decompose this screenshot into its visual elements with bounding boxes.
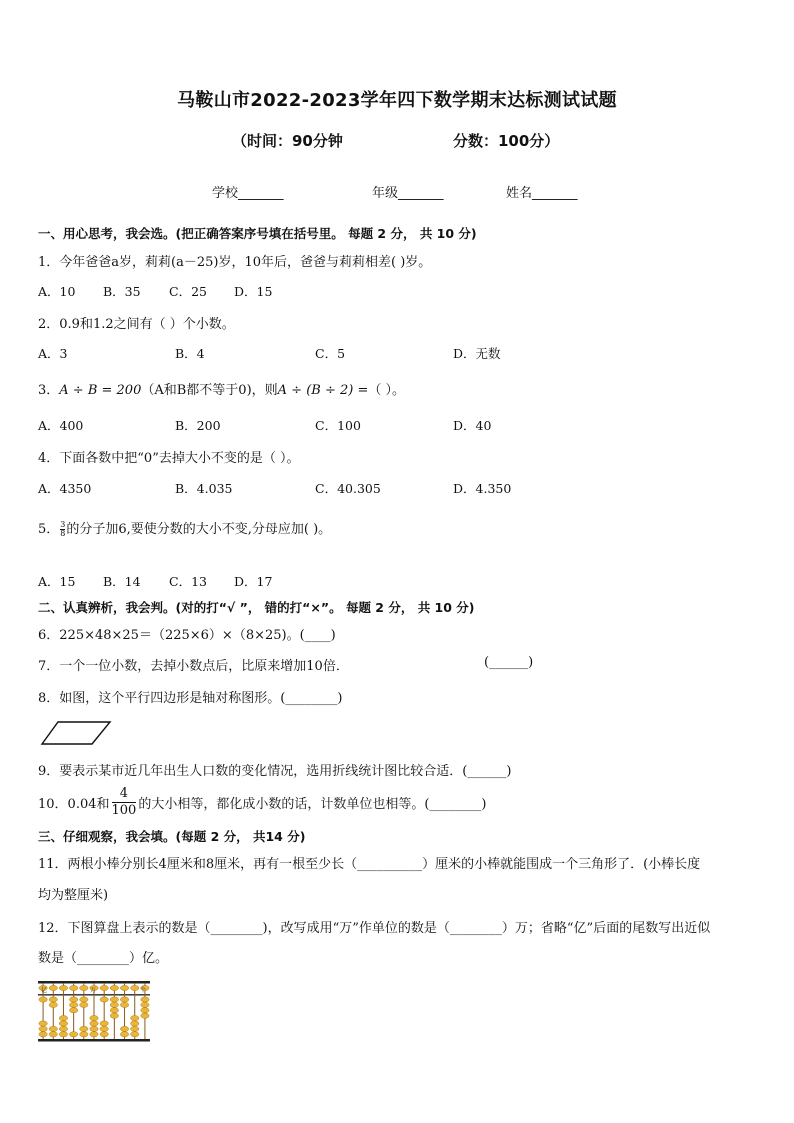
- exam-score: 分数：100分）: [453, 132, 560, 150]
- abacus-lower-bead: [39, 997, 47, 1002]
- q3-number: 3．: [38, 383, 60, 398]
- abacus-lower-bead: [131, 1021, 139, 1026]
- abacus-lower-bead: [39, 1021, 47, 1026]
- question-1-stem: 1．今年爸爸a岁，莉莉(a－25)岁，10年后，爸爸与莉莉相差( )岁。: [38, 255, 432, 270]
- abacus-label-ge: 个: [140, 987, 147, 994]
- abacus-label-yi: 亿: [41, 987, 48, 994]
- q5-option-d: D．17: [234, 574, 273, 589]
- q2-option-d: D．无数: [453, 346, 501, 361]
- abacus-upper-bead: [110, 985, 118, 990]
- q10-fraction-numerator: 4: [112, 786, 137, 803]
- name-field: 姓名_______: [506, 186, 578, 201]
- abacus-lower-bead: [90, 1021, 98, 1026]
- abacus-lower-bead: [69, 1008, 77, 1013]
- abacus-lower-bead: [69, 1032, 77, 1037]
- abacus-lower-bead: [100, 997, 108, 1002]
- abacus-lower-bead: [110, 1002, 118, 1007]
- abacus-lower-bead: [59, 1021, 67, 1026]
- abacus-upper-bead: [59, 985, 67, 990]
- q4-option-b: B．4.035: [175, 481, 233, 496]
- q4-option-a: A．4350: [38, 481, 92, 496]
- abacus-lower-bead: [141, 997, 149, 1002]
- q2-option-a: A．3: [38, 346, 68, 361]
- abacus-lower-bead: [110, 1008, 118, 1013]
- q3-option-b: B．200: [175, 418, 221, 433]
- abacus-lower-bead: [131, 1032, 139, 1037]
- abacus-lower-bead: [69, 997, 77, 1002]
- abacus-lower-bead: [39, 1026, 47, 1031]
- abacus-lower-bead: [131, 1026, 139, 1031]
- abacus-lower-bead: [141, 1013, 149, 1018]
- parallelogram-figure: [40, 720, 112, 746]
- q3-middle: （A和B都不等于0)，则: [141, 383, 278, 398]
- abacus-lower-bead: [141, 1008, 149, 1013]
- abacus-upper-bead: [100, 985, 108, 990]
- abacus-lower-bead: [90, 1032, 98, 1037]
- abacus-lower-bead: [80, 1032, 88, 1037]
- question-11-line-2: 均为整厘米): [38, 888, 109, 903]
- school-field: 学校_______: [212, 186, 284, 201]
- abacus-lower-bead: [100, 1021, 108, 1026]
- abacus-lower-bead: [120, 1032, 128, 1037]
- q10-fraction-denominator: 100: [111, 803, 137, 818]
- q3-option-c: C．100: [315, 418, 361, 433]
- abacus-lower-bead: [49, 997, 57, 1002]
- abacus-lower-bead: [69, 1002, 77, 1007]
- abacus-lower-bead: [49, 1032, 57, 1037]
- abacus-figure: [38, 980, 150, 1044]
- section-1-heading: 一、用心思考，我会选。(把正确答案序号填在括号里。 每题 2 分， 共 10 分): [38, 226, 477, 241]
- q1-option-c: C．25: [169, 284, 207, 299]
- abacus-upper-bead: [49, 985, 57, 990]
- q3-tail: （ ）。: [368, 383, 405, 398]
- q3-expression-1: A ÷ B = 200: [59, 383, 142, 398]
- question-12-line-1: 12．下图算盘上表示的数是（________)，改写成用“万”作单位的数是（________）万；省略“亿”后面的尾数写出近似: [38, 921, 711, 936]
- q10-prefix: 10．0.04和: [38, 797, 110, 812]
- q3-expression-2: A ÷ (B ÷ 2) =: [277, 383, 369, 398]
- q1-option-d: D．15: [234, 284, 273, 299]
- abacus-upper-bead: [80, 985, 88, 990]
- question-5-stem: [38, 518, 331, 538]
- q4-option-c: C．40.305: [315, 481, 381, 496]
- abacus-lower-bead: [90, 1026, 98, 1031]
- abacus-lower-bead: [100, 1032, 108, 1037]
- abacus-label-wan: 万: [90, 987, 97, 994]
- grade-field: 年级_______: [372, 186, 444, 201]
- abacus-upper-bead: [69, 985, 77, 990]
- question-6-stem: 6．225×48×25＝（225×6）×（8×25)。(____): [38, 628, 336, 643]
- question-2-stem: 2．0.9和1.2之间有（ ）个小数。: [38, 317, 235, 332]
- abacus-lower-bead: [59, 1016, 67, 1021]
- abacus-lower-bead: [120, 1026, 128, 1031]
- question-8-stem: 8．如图，这个平行四边形是轴对称图形。(________): [38, 691, 343, 706]
- abacus-lower-bead: [59, 1026, 67, 1031]
- question-10-stem: [38, 786, 486, 819]
- abacus-lower-bead: [110, 1013, 118, 1018]
- q5-fraction-numerator: 3: [60, 520, 66, 529]
- abacus-lower-bead: [120, 997, 128, 1002]
- abacus-upper-bead: [131, 985, 139, 990]
- abacus-lower-bead: [80, 1026, 88, 1031]
- abacus-lower-bead: [90, 1016, 98, 1021]
- q1-option-b: B．35: [103, 284, 141, 299]
- abacus-lower-bead: [80, 997, 88, 1002]
- q10-suffix: 的大小相等，都化成小数的话，计数单位也相等。(________): [138, 797, 487, 812]
- q10-fraction: [112, 786, 137, 819]
- exam-time: （时间：90分钟: [232, 132, 343, 150]
- abacus-lower-bead: [80, 1002, 88, 1007]
- question-4-stem: 4．下面各数中把“0”去掉大小不变的是（ ）。: [38, 451, 300, 466]
- q3-option-d: D．40: [453, 418, 492, 433]
- question-7-stem: 7．一个一位小数，去掉小数点后，比原来增加10倍．: [38, 659, 349, 674]
- q5-fraction-denominator: 8: [60, 529, 66, 538]
- abacus-lower-bead: [110, 997, 118, 1002]
- abacus-lower-bead: [59, 1032, 67, 1037]
- question-9-stem: 9．要表示某市近几年出生人口数的变化情况，选用折线统计图比较合适．(______): [38, 764, 512, 779]
- abacus-lower-bead: [49, 1002, 57, 1007]
- q5-fraction: [60, 521, 65, 538]
- q5-rest: 的分子加6,要使分数的大小不变,分母应加( )。: [66, 522, 332, 537]
- abacus-lower-bead: [100, 1026, 108, 1031]
- q5-option-c: C．13: [169, 574, 207, 589]
- abacus-upper-bead: [120, 985, 128, 990]
- abacus-lower-bead: [120, 1002, 128, 1007]
- abacus-lower-bead: [49, 1026, 57, 1031]
- q2-option-c: C．5: [315, 346, 346, 361]
- question-3-stem: [38, 379, 405, 398]
- page-title: 马鞍山市2022-2023学年四下数学期末达标测试试题: [177, 90, 617, 111]
- question-11-line-1: 11．两根小棒分别长4厘米和8厘米，再有一根至少长（__________）厘米的小棒就能围成一个三角形了．(小棒长度: [38, 857, 701, 872]
- question-12-line-2: 数是（________）亿。: [38, 951, 169, 966]
- q4-option-d: D．4.350: [453, 481, 512, 496]
- q5-option-a: A．15: [38, 574, 76, 589]
- q2-option-b: B．4: [175, 346, 205, 361]
- section-2-heading: 二、认真辨析，我会判。(对的打“√ ”， 错的打“×”。 每题 2 分， 共 10 分): [38, 600, 475, 615]
- q5-number: 5．: [38, 522, 60, 537]
- abacus-lower-bead: [131, 1016, 139, 1021]
- q1-option-a: A．10: [38, 284, 76, 299]
- abacus-lower-bead: [39, 1032, 47, 1037]
- abacus-lower-bead: [141, 1002, 149, 1007]
- q5-option-b: B．14: [103, 574, 141, 589]
- section-3-heading: 三、仔细观察，我会填。(每题 2 分， 共14 分): [38, 829, 306, 844]
- q3-option-a: A．400: [38, 418, 84, 433]
- question-7-blank: (______): [484, 655, 534, 670]
